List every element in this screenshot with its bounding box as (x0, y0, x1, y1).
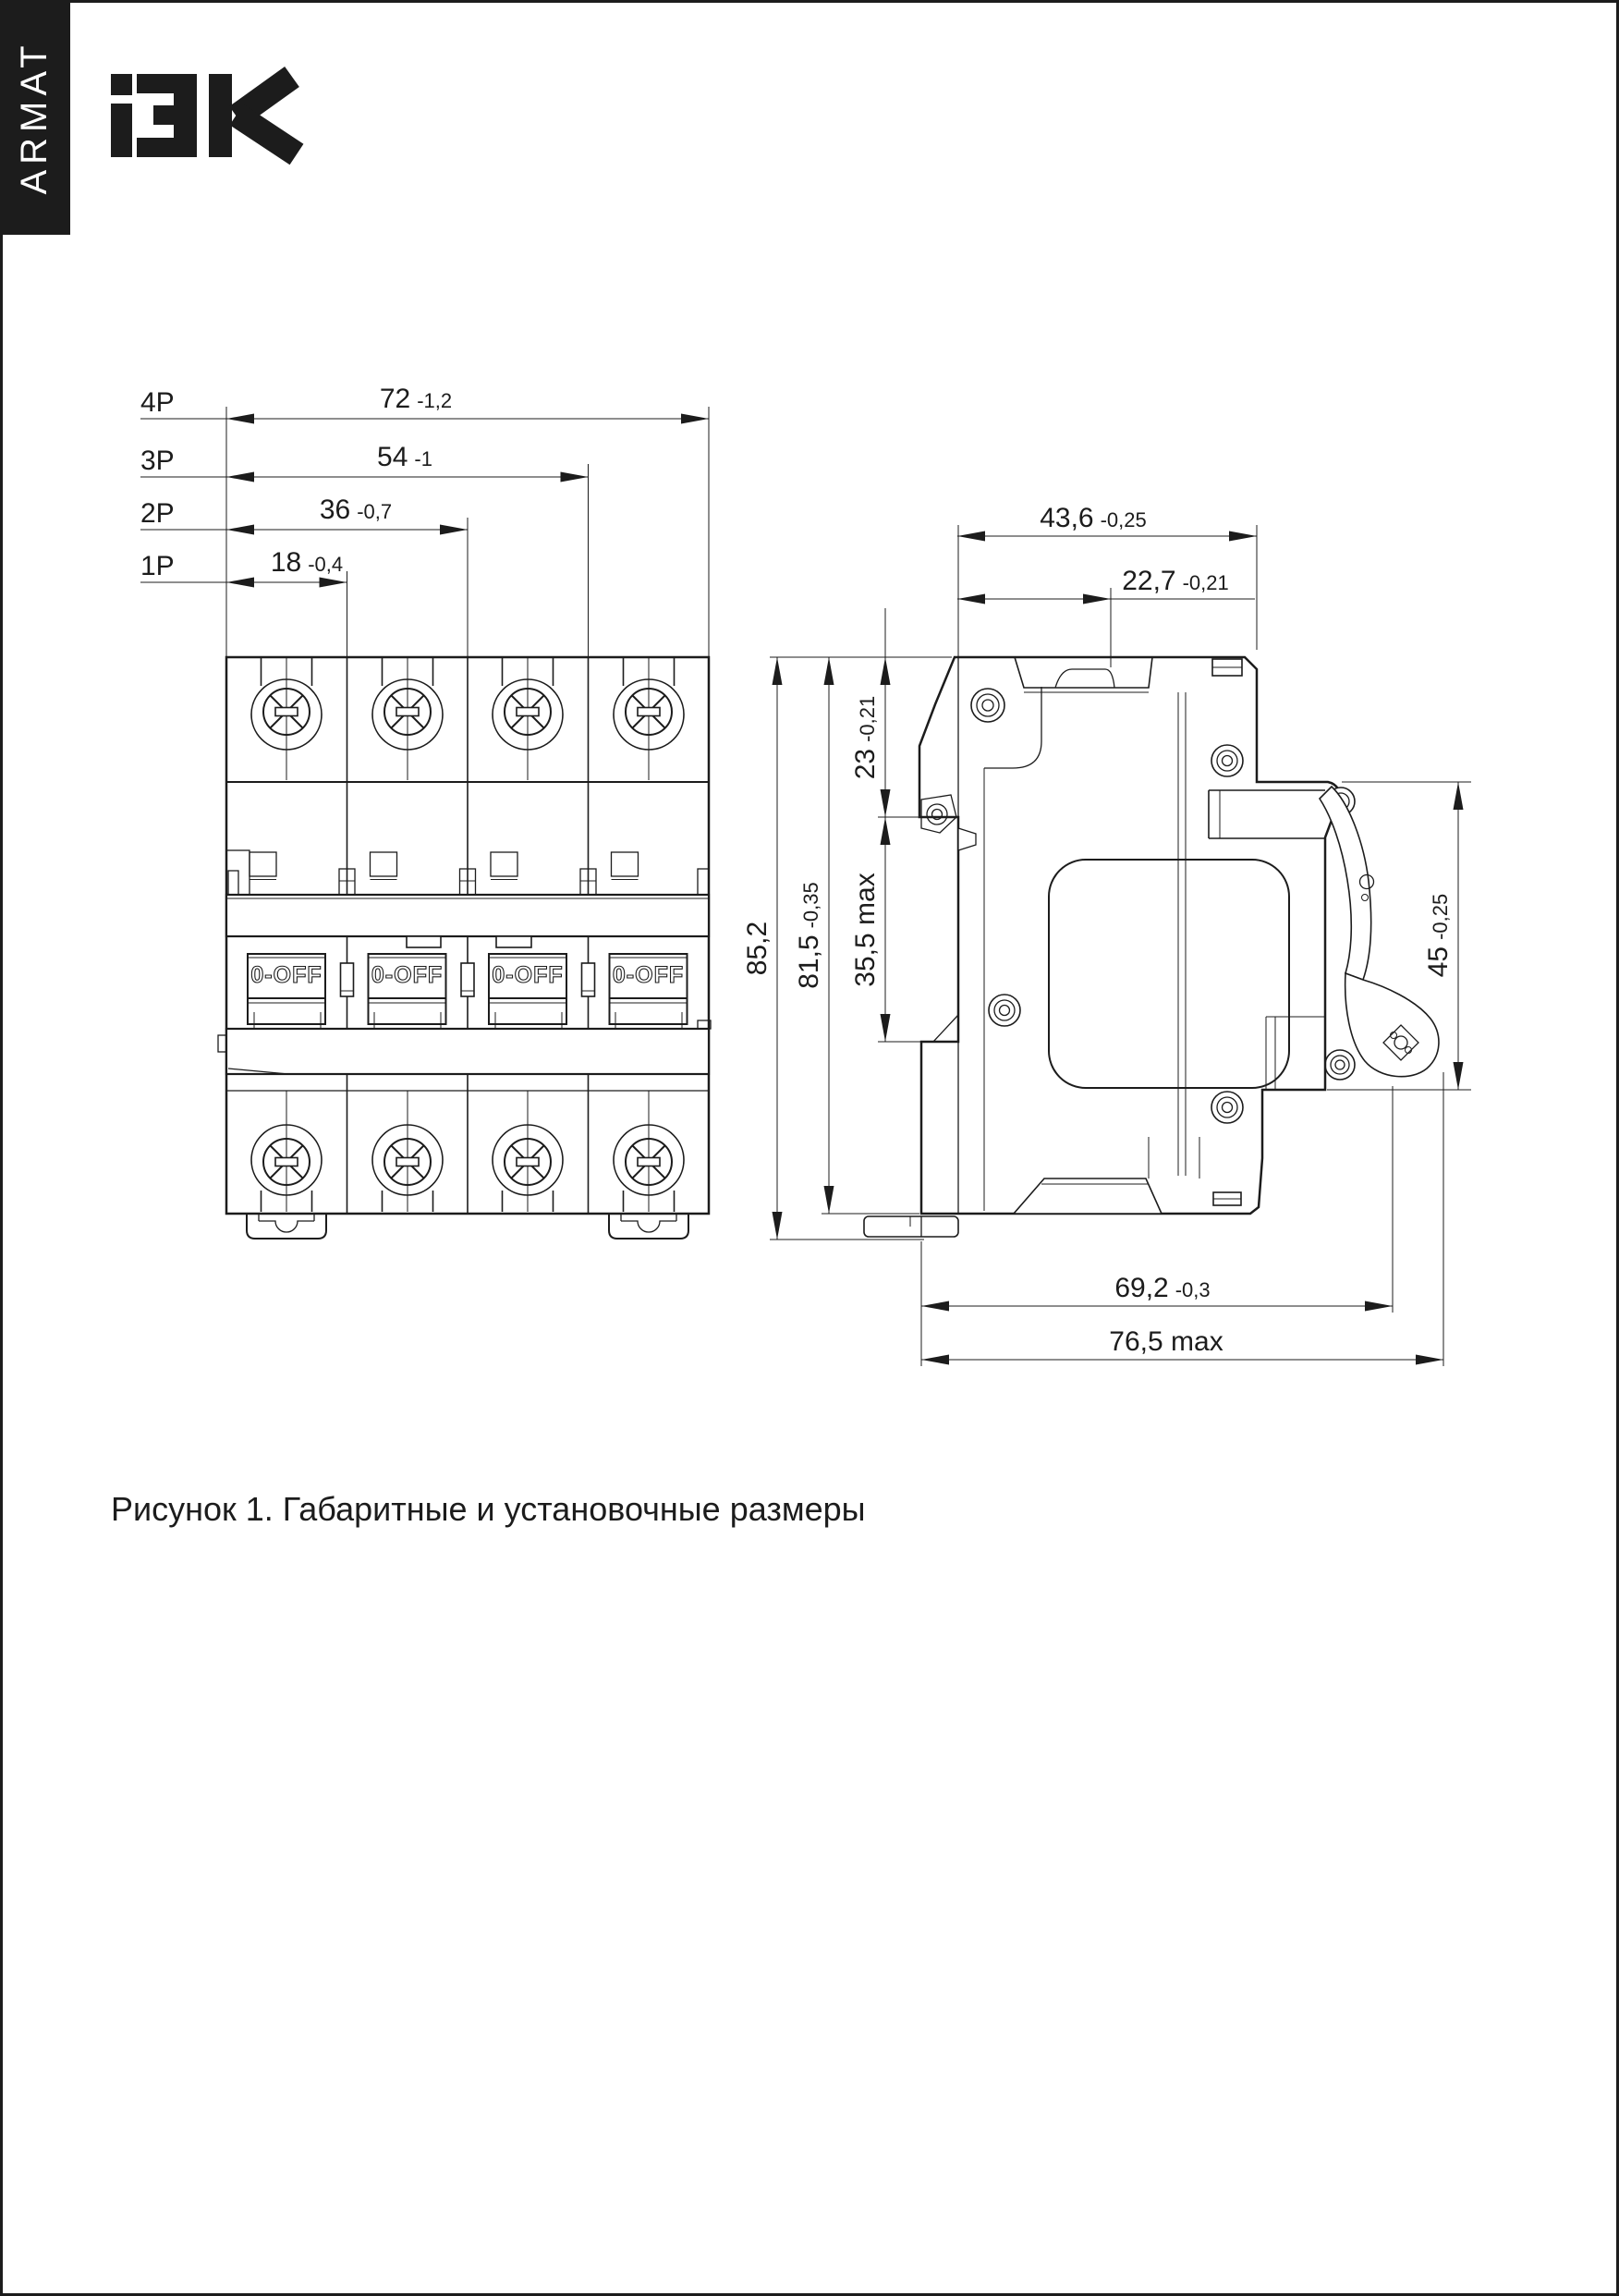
breaker-body-side (919, 657, 1340, 1214)
pole-count-label: 4P (140, 387, 175, 418)
dim-value: 36 -0,7 (319, 495, 393, 525)
toggle-lever-side (1320, 787, 1439, 1077)
din-clip (609, 1214, 688, 1239)
dim-4p (140, 384, 709, 424)
din-clip (247, 1214, 326, 1239)
dim-value: 18 -0,4 (270, 547, 344, 578)
dim-value: 81,5-0,35 (794, 882, 824, 989)
toggle-handle (489, 954, 566, 1029)
front-dimensions (140, 384, 709, 657)
dim-depth (921, 1273, 1393, 1312)
dim-rail-recess (850, 817, 891, 1042)
dim-value: 35,5 max (850, 873, 881, 987)
dim-rail-offset (850, 608, 891, 817)
dim-1p (140, 547, 347, 588)
dim-3p (140, 442, 589, 482)
side-view-drawing (864, 657, 1439, 1237)
dim-value: 76,5 max (1109, 1326, 1223, 1357)
dim-value: 54 -1 (377, 442, 432, 472)
screw-icon (1325, 1050, 1355, 1080)
toggle-handle (369, 954, 446, 1029)
dim-value: 43,6 -0,25 (1040, 503, 1147, 533)
dim-value: 22,7 -0,21 (1122, 566, 1229, 596)
dim-depth-max (921, 1326, 1443, 1365)
dim-value: 45-0,25 (1423, 893, 1454, 978)
toggle-handle (248, 954, 325, 1029)
iek-logo (111, 74, 297, 157)
toggle-state-label: 0-OFF (371, 962, 444, 988)
toggle-handle (610, 954, 688, 1029)
dim-total-height (742, 657, 783, 1240)
pole-count-label: 1P (140, 551, 175, 581)
dim-2p (140, 495, 468, 535)
dim-value: 85,2 (742, 921, 773, 976)
pole-count-label: 2P (140, 498, 175, 529)
dim-value: 72 -1,2 (379, 384, 453, 414)
toggle-state-label: 0-OFF (612, 962, 685, 988)
dim-value: 23-0,21 (850, 695, 881, 780)
figure-caption: Рисунок 1. Габаритные и установочные размеры (111, 1490, 866, 1528)
front-view-drawing (218, 657, 711, 1239)
header (0, 0, 297, 235)
dim-body-height (794, 657, 834, 1214)
dim-top-recess (957, 566, 1255, 605)
dim-value: 69,2 -0,3 (1114, 1273, 1211, 1303)
toggle-state-label: 0-OFF (492, 962, 564, 988)
brand-armat: ARMAT (14, 40, 55, 195)
din-clip-side (864, 1216, 958, 1237)
pole-count-label: 3P (140, 446, 175, 476)
toggle-state-label: 0-OFF (250, 962, 323, 988)
dim-top-width (957, 503, 1257, 542)
